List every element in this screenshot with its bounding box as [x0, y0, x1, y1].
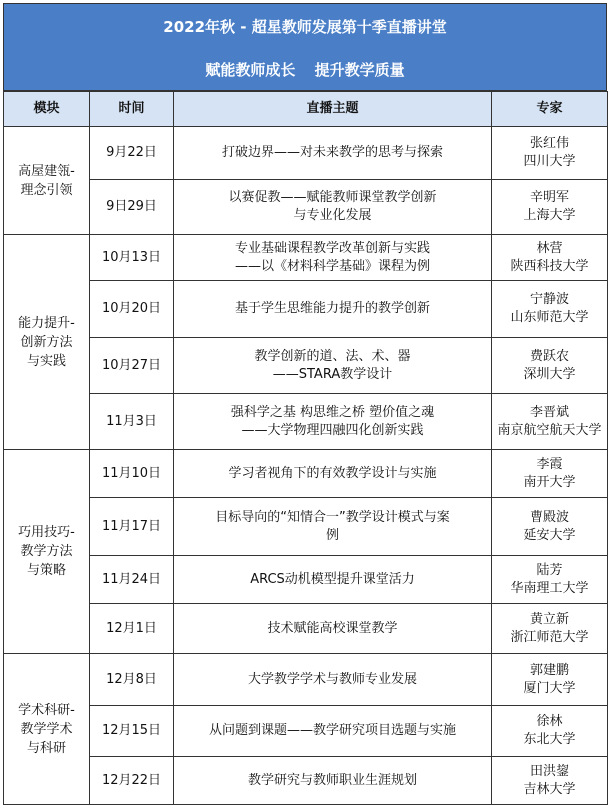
date-cell: 9日29日	[90, 180, 174, 235]
topic-cell	[174, 127, 492, 180]
topic-cell	[174, 604, 492, 654]
expert-org: 山东师范大学	[510, 310, 589, 325]
page-subtitle: 赋能教师成长 提升教学质量	[205, 61, 405, 79]
topic-line: 技术赋能高校课堂教学	[267, 620, 398, 636]
topic-cell	[174, 654, 492, 706]
header-module: 模块	[4, 92, 90, 127]
expert-org: 东北大学	[523, 732, 576, 747]
expert-cell	[492, 235, 608, 281]
expert-name: 费跃农	[529, 348, 569, 364]
date-cell: 12月8日	[90, 654, 174, 706]
topic-cell	[174, 281, 492, 338]
expert-name: 黄立新	[529, 611, 569, 627]
expert-cell	[492, 281, 608, 338]
topic-line: 教学创新的道、法、术、器	[254, 348, 411, 364]
table-header-row	[4, 92, 608, 127]
topic-line: 打破边界——对未来教学的思考与探索	[221, 145, 443, 160]
topic-line: 专业基础课程教学改革创新与实践	[234, 240, 430, 256]
date-cell: 11月10日	[90, 450, 174, 498]
table-row	[4, 654, 608, 706]
expert-name: 李霞	[536, 456, 563, 472]
header-expert: 专家	[492, 92, 608, 127]
expert-org: 延安大学	[523, 527, 576, 543]
topic-cell	[174, 706, 492, 757]
expert-org: 浙江师范大学	[510, 629, 589, 645]
date-cell: 10月27日	[90, 338, 174, 394]
expert-cell	[492, 706, 608, 757]
topic-cell	[174, 556, 492, 604]
schedule-poster	[3, 3, 607, 805]
expert-cell	[492, 604, 608, 654]
topic-cell	[174, 394, 492, 450]
topic-cell	[174, 498, 492, 556]
module-cell: 巧用技巧- 教学方法 与策略	[4, 450, 90, 654]
topic-cell	[174, 450, 492, 498]
module-cell: 高屋建瓴- 理念引领	[4, 127, 90, 235]
expert-cell	[492, 450, 608, 498]
expert-org: 陕西科技大学	[510, 258, 589, 274]
table-row	[4, 180, 608, 235]
topic-cell	[174, 180, 492, 235]
table-row	[4, 604, 608, 654]
expert-cell	[492, 338, 608, 394]
title-banner	[3, 3, 607, 91]
table-row	[4, 127, 608, 180]
topic-line: 大学教学学术与教师专业发展	[247, 671, 417, 687]
header-topic: 直播主题	[174, 92, 492, 127]
table-row	[4, 706, 608, 757]
topic-line: 以赛促教——赋能教师课堂教学创新	[228, 190, 437, 205]
expert-name: 郭建鹏	[529, 662, 569, 678]
topic-line: 目标导向的“知情合一”教学设计模式与案	[215, 509, 450, 525]
expert-org: 南京航空航天大学	[497, 422, 602, 438]
topic-line: ——大学物理四融四化创新实践	[241, 422, 424, 438]
module-cell: 学术科研- 教学学术 与科研	[4, 654, 90, 805]
expert-name: 田洪鋆	[529, 763, 569, 779]
schedule-table	[3, 91, 608, 805]
expert-name: 曹殿波	[529, 509, 569, 525]
expert-cell	[492, 654, 608, 706]
expert-cell	[492, 498, 608, 556]
expert-name: 辛明军	[529, 190, 569, 205]
date-cell: 12月15日	[90, 706, 174, 757]
date-cell: 11月17日	[90, 498, 174, 556]
topic-line: 学习者视角下的有效教学设计与实施	[228, 465, 437, 481]
date-cell: 11月3日	[90, 394, 174, 450]
expert-name: 张红伟	[529, 136, 569, 151]
topic-line: 强科学之基 构思维之桥 塑价值之魂	[230, 404, 435, 420]
topic-line: ARCS动机模型提升课堂活力	[250, 571, 415, 587]
expert-org: 厦门大学	[523, 680, 576, 696]
topic-line: 从问题到课题——教学研究项目选题与实施	[208, 723, 456, 738]
topic-line: 教学研究与教师职业生涯规划	[247, 772, 417, 788]
module-cell: 能力提升- 创新方法 与实践	[4, 235, 90, 450]
expert-cell	[492, 180, 608, 235]
date-cell: 9月22日	[90, 127, 174, 180]
expert-name: 宁静波	[529, 292, 569, 307]
topic-line: 与专业化发展	[293, 208, 372, 223]
expert-org: 南开大学	[523, 474, 576, 490]
topic-line: ——以《材料科学基础》课程为例	[234, 258, 430, 274]
table-row	[4, 281, 608, 338]
date-cell: 10月20日	[90, 281, 174, 338]
expert-org: 四川大学	[523, 154, 576, 169]
expert-cell	[492, 394, 608, 450]
table-row	[4, 556, 608, 604]
table-row	[4, 450, 608, 498]
expert-org: 深圳大学	[523, 366, 576, 382]
expert-org: 吉林大学	[523, 781, 576, 797]
table-body	[4, 127, 608, 805]
table-row	[4, 498, 608, 556]
table-row	[4, 338, 608, 394]
date-cell: 12月22日	[90, 757, 174, 805]
expert-org: 华南理工大学	[510, 580, 589, 596]
date-cell: 10月13日	[90, 235, 174, 281]
date-cell: 12月1日	[90, 604, 174, 654]
header-time: 时间	[90, 92, 174, 127]
expert-name: 林营	[536, 240, 563, 256]
expert-cell	[492, 556, 608, 604]
topic-line: 例	[325, 527, 339, 543]
expert-name: 徐林	[536, 714, 563, 729]
expert-name: 李晋斌	[529, 404, 569, 420]
expert-org: 上海大学	[523, 208, 576, 223]
expert-name: 陆芳	[536, 562, 563, 578]
topic-cell	[174, 757, 492, 805]
expert-cell	[492, 127, 608, 180]
table-row	[4, 394, 608, 450]
expert-cell	[492, 757, 608, 805]
topic-line: 基于学生思维能力提升的教学创新	[234, 301, 430, 316]
date-cell: 11月24日	[90, 556, 174, 604]
table-row	[4, 235, 608, 281]
topic-line: ——STARA教学设计	[272, 366, 393, 382]
topic-cell	[174, 235, 492, 281]
page-title: 2022年秋 - 超星教师发展第十季直播讲堂	[163, 18, 447, 36]
topic-cell	[174, 338, 492, 394]
table-row	[4, 757, 608, 805]
